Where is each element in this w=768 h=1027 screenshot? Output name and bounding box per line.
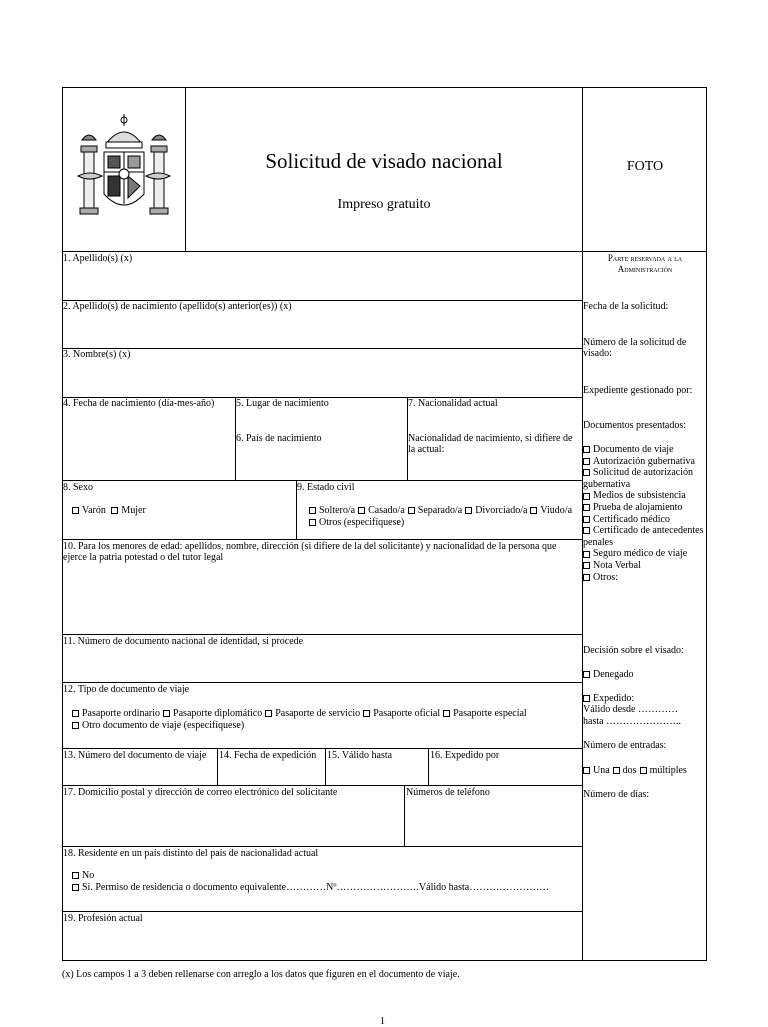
option-residence-yes-label: Sí. Permiso de residencia o documento equivalente…………Nº…………………….Válido hasta…………………… — [82, 882, 550, 893]
admin-doc-item[interactable] — [583, 525, 707, 548]
field-birthdate-input[interactable] — [63, 410, 234, 479]
field-profession-input[interactable] — [63, 925, 581, 960]
checkbox-dos[interactable] — [613, 767, 620, 774]
row-line-11 — [62, 911, 582, 912]
admin-entradas-options — [583, 765, 690, 776]
checkbox-other-civil[interactable] — [309, 519, 316, 526]
row-line-2 — [62, 348, 582, 349]
divider-15-16 — [428, 748, 429, 785]
field-minors-input[interactable] — [63, 566, 581, 633]
admin-doc-item[interactable] — [583, 490, 707, 502]
option-una-label: Una — [593, 765, 610, 776]
option-passport-service[interactable] — [265, 708, 360, 720]
option-divorced[interactable] — [465, 505, 527, 517]
divider-14-15 — [325, 748, 326, 785]
checkbox-separated[interactable] — [408, 507, 415, 514]
admin-doc-item-label: Seguro médico de viaje — [593, 548, 688, 560]
sex-options — [72, 505, 149, 516]
photo-box-label: FOTO — [626, 159, 664, 174]
checkbox-una[interactable] — [583, 767, 590, 774]
field-nationality-label: 7. Nacionalidad actual — [408, 398, 498, 409]
row-line-8 — [62, 748, 582, 749]
divider-17-phone — [404, 785, 405, 846]
page-number: 1 — [380, 1016, 385, 1027]
option-divorced-label: Divorciado/a — [475, 505, 528, 516]
admin-expedido-option[interactable] — [583, 693, 634, 704]
checkbox-icon[interactable] — [583, 562, 590, 569]
option-passport-official[interactable] — [363, 708, 440, 720]
checkbox-residence-yes[interactable] — [72, 884, 79, 891]
checkbox-widowed[interactable] — [530, 507, 537, 514]
checkbox-passport-official[interactable] — [363, 710, 370, 717]
field-name-label: 3. Nombre(s) (x) — [63, 349, 131, 360]
option-single-label: Soltero/a — [319, 505, 356, 516]
form-title: Solicitud de visado nacional — [265, 149, 503, 173]
admin-doc-item-label: Certificado médico — [593, 513, 670, 525]
field-doc-number-label: 13. Número del documento de viaje — [63, 750, 207, 761]
field-birthplace-label: 5. Lugar de nacimiento — [236, 398, 329, 409]
option-female-label: Mujer — [121, 505, 146, 516]
admin-doc-item[interactable] — [583, 467, 707, 490]
admin-doc-item[interactable] — [583, 560, 707, 572]
admin-documents-list — [583, 444, 707, 583]
checkbox-married[interactable] — [358, 507, 365, 514]
option-passport-service-label: Pasaporte de servicio — [275, 708, 361, 719]
admin-doc-item[interactable] — [583, 548, 707, 560]
option-single[interactable] — [309, 505, 355, 517]
checkbox-passport-service[interactable] — [265, 710, 272, 717]
header-bottom-line — [62, 251, 707, 252]
field-residence-label: 18. Residente en un país distinto del país de nacionalidad actual — [63, 848, 319, 859]
admin-entradas-label: Número de entradas: — [583, 740, 667, 751]
checkbox-expedido[interactable] — [583, 695, 590, 702]
admin-denegado-label: Denegado — [593, 669, 634, 680]
field-valid-until-label: 15. Válido hasta — [327, 750, 393, 761]
admin-doc-item[interactable] — [583, 444, 707, 456]
admin-doc-item-label: Autorización gubernativa — [593, 455, 695, 467]
checkbox-icon[interactable] — [583, 446, 590, 453]
option-residence-no-label: No — [82, 870, 95, 881]
option-residence-yes[interactable] — [72, 882, 549, 893]
checkbox-icon[interactable] — [583, 504, 590, 511]
row-line-6 — [62, 634, 582, 635]
admin-fecha-label: Fecha de la solicitud: — [583, 301, 669, 312]
admin-expedido-label: Expedido: — [593, 693, 635, 704]
admin-heading: Parte reservada a la Administración — [607, 253, 683, 274]
checkbox-other-doc[interactable] — [72, 722, 79, 729]
option-male[interactable] — [72, 505, 106, 516]
field-phone-label: Números de teléfono — [406, 787, 490, 798]
travel-doc-options — [72, 708, 580, 732]
field-birth-surname-input[interactable] — [63, 312, 581, 347]
field-issue-date-label: 14. Fecha de expedición — [219, 750, 317, 761]
checkbox-icon[interactable] — [583, 458, 590, 465]
field-travel-doc-type-label: 12. Tipo de documento de viaje — [63, 684, 190, 695]
residence-options — [72, 870, 549, 894]
footnote: (x) Los campos 1 a 3 deben rellenarse con arreglo a los datos que figuren en el documento de viaje. — [62, 969, 460, 980]
checkbox-single[interactable] — [309, 507, 316, 514]
row-line-9 — [62, 785, 582, 786]
field-minors-label: 10. Para los menores de edad: apellidos, nombre, dirección (si difiere de la del solicitante) y nacionalidad de la persona que ejerce la patria potestad o del tutor legal — [63, 541, 557, 563]
admin-doc-item-label: Prueba de alojamiento — [593, 501, 683, 513]
field-birthdate-label: 4. Fecha de nacimiento (día-mes-año) — [63, 398, 215, 409]
admin-doc-item[interactable] — [583, 502, 707, 514]
checkbox-passport-special[interactable] — [443, 710, 450, 717]
option-widowed[interactable] — [530, 505, 572, 517]
checkbox-icon[interactable] — [583, 574, 590, 581]
checkbox-male[interactable] — [72, 507, 79, 514]
admin-documentos-label: Documentos presentados: — [583, 420, 687, 431]
field-birth-surname-label: 2. Apellido(s) de nacimiento (apellido(s) anterior(es)) (x) — [63, 301, 292, 312]
admin-doc-item-label: Certificado de antecedentes penales — [583, 525, 704, 548]
checkbox-icon[interactable] — [583, 527, 590, 534]
option-female[interactable] — [111, 505, 145, 516]
field-civil-status-label: 9. Estado civil — [297, 482, 355, 493]
option-dos[interactable] — [613, 765, 637, 776]
row-line-10 — [62, 846, 582, 847]
option-passport-ordinary-label: Pasaporte ordinario — [82, 708, 161, 719]
option-separated[interactable] — [408, 505, 462, 517]
checkbox-divorced[interactable] — [465, 507, 472, 514]
checkbox-passport-diplomatic[interactable] — [163, 710, 170, 717]
field-surname-input[interactable] — [63, 264, 581, 299]
checkbox-residence-no[interactable] — [72, 872, 79, 879]
coat-of-arms-logo — [76, 112, 172, 224]
admin-doc-item[interactable] — [583, 514, 707, 526]
field-birthcountry-label: 6. País de nacimiento — [236, 433, 322, 444]
field-phone-input[interactable] — [406, 800, 581, 845]
option-passport-ordinary[interactable] — [72, 708, 160, 720]
field-id-number-label: 11. Número de documento nacional de identidad, si procede — [63, 636, 304, 647]
form-subtitle: Impreso gratuito — [337, 197, 431, 212]
admin-denegado-option[interactable] — [583, 669, 634, 680]
checkbox-multiples[interactable] — [640, 767, 647, 774]
option-other-doc-label: Otro documento de viaje (especifíquese) — [82, 720, 245, 731]
option-other-civil-label: Otros (especifíquese) — [319, 517, 405, 528]
checkbox-female[interactable] — [111, 507, 118, 514]
row-line-4 — [62, 480, 582, 481]
checkbox-icon[interactable] — [583, 493, 590, 500]
field-sex-label: 8. Sexo — [63, 482, 93, 493]
option-married[interactable] — [358, 505, 405, 517]
admin-numero-label: Número de la solicitud de visado: — [583, 337, 687, 359]
field-address-input[interactable] — [63, 800, 403, 845]
option-residence-no[interactable] — [72, 870, 94, 881]
option-passport-diplomatic-label: Pasaporte diplomático — [173, 708, 263, 719]
field-profession-label: 19. Profesión actual — [63, 913, 143, 924]
checkbox-icon[interactable] — [583, 469, 590, 476]
admin-hasta: hasta ………………….. — [583, 716, 682, 727]
option-separated-label: Separado/a — [417, 505, 463, 516]
row-line-7 — [62, 682, 582, 683]
option-widowed-label: Viudo/a — [540, 505, 573, 516]
option-multiples-label: múltiples — [649, 765, 687, 776]
field-issued-by-label: 16. Expedido por — [430, 750, 500, 761]
admin-expediente-label: Expediente gestionado por: — [583, 385, 693, 396]
option-passport-official-label: Pasaporte oficial — [373, 708, 441, 719]
field-surname-label: 1. Apellido(s) (x) — [63, 253, 133, 264]
option-other-civil[interactable] — [309, 517, 404, 529]
option-multiples[interactable] — [640, 765, 687, 776]
checkbox-denegado[interactable] — [583, 671, 590, 678]
option-una[interactable] — [583, 765, 610, 776]
option-passport-special[interactable] — [443, 708, 527, 720]
checkbox-icon[interactable] — [583, 516, 590, 523]
option-dos-label: dos — [622, 765, 637, 776]
civil-status-options — [309, 505, 581, 529]
admin-decision-label: Decisión sobre el visado: — [583, 645, 684, 656]
admin-doc-item-label: Documento de viaje — [593, 444, 674, 455]
field-address-label: 17. Domicilio postal y dirección de correo electrónico del solicitante — [63, 787, 338, 798]
admin-doc-item-label: Nota Verbal — [593, 559, 641, 571]
option-passport-special-label: Pasaporte especial — [453, 708, 527, 719]
admin-doc-item-label: Otros: — [593, 571, 618, 583]
option-passport-diplomatic[interactable] — [163, 708, 262, 720]
field-id-number-input[interactable] — [63, 648, 581, 681]
field-name-input[interactable] — [63, 360, 581, 396]
checkbox-passport-ordinary[interactable] — [72, 710, 79, 717]
field-birth-nationality-label: Nacionalidad de nacimiento, si difiere de la actual: — [408, 433, 573, 455]
divider-13-14 — [217, 748, 218, 785]
option-married-label: Casado/a — [368, 505, 405, 516]
option-other-doc[interactable] — [72, 720, 244, 732]
admin-doc-item-label: Medios de subsistencia — [593, 490, 686, 502]
option-male-label: Varón — [82, 505, 106, 516]
admin-doc-item-label: Solicitud de autorización gubernativa — [583, 467, 693, 490]
admin-doc-item[interactable] — [583, 572, 707, 584]
row-line-5 — [62, 539, 582, 540]
checkbox-icon[interactable] — [583, 551, 590, 558]
admin-doc-item[interactable] — [583, 456, 707, 468]
admin-valido-desde: Válido desde ………… — [583, 704, 678, 715]
admin-dias-label: Número de días: — [583, 789, 650, 800]
